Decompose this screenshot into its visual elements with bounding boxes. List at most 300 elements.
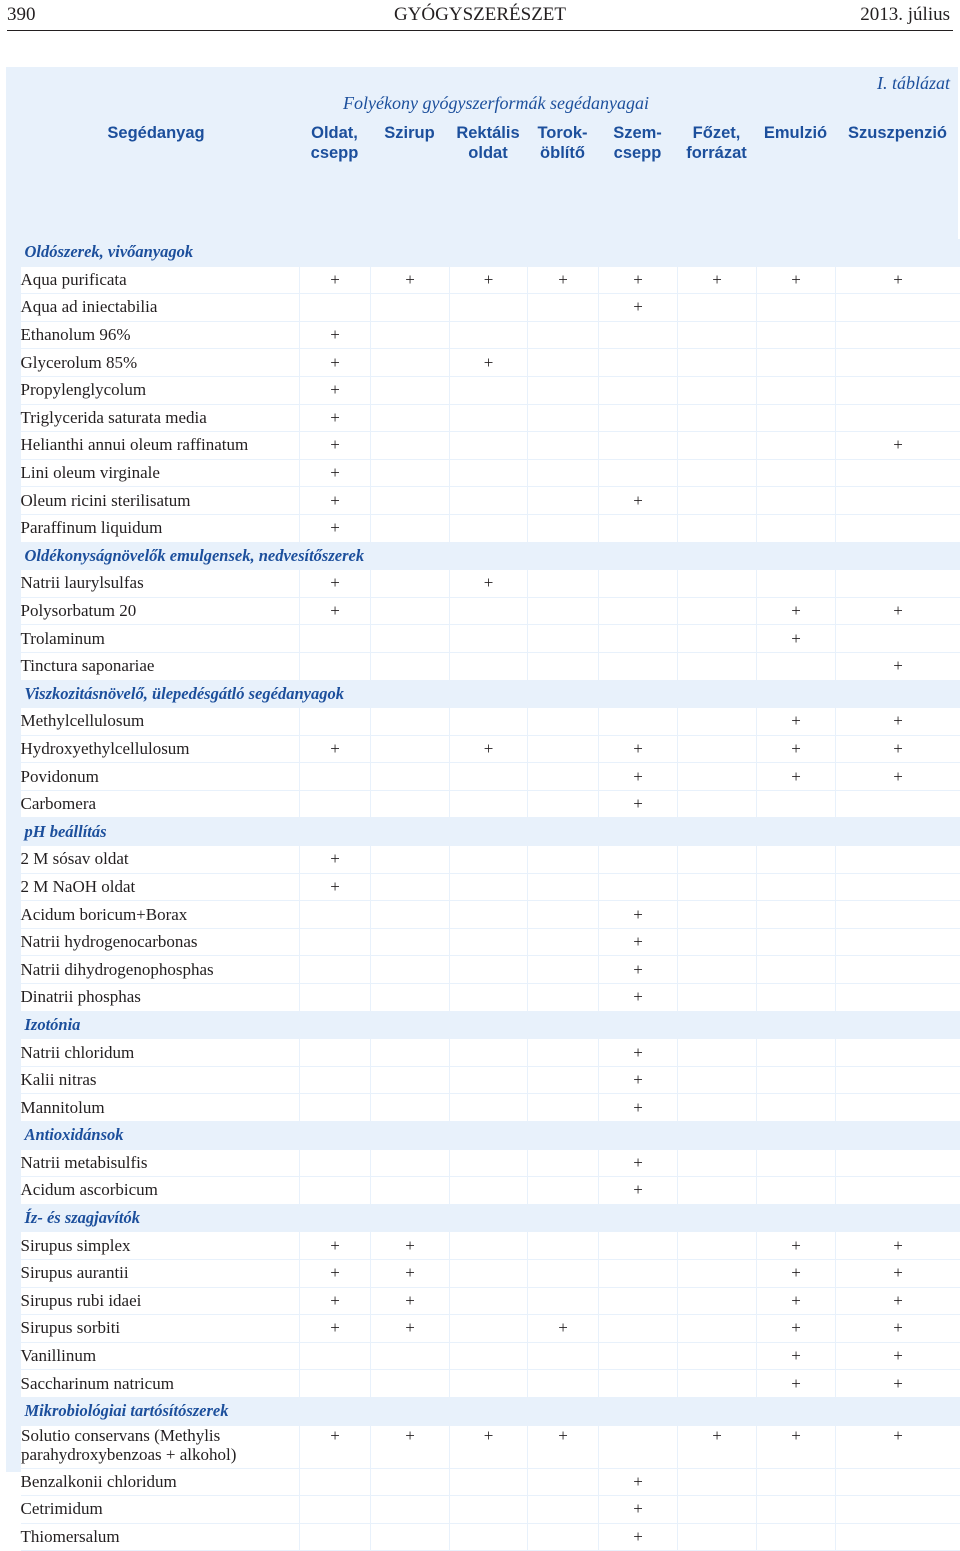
usage-mark: + [599,956,678,984]
usage-mark: + [300,597,371,625]
table-row [21,1149,960,1177]
usage-mark [371,1523,450,1551]
table-row [21,652,960,680]
excipient-name: 2 M NaOH oldat [21,873,300,901]
excipient-name [21,1425,300,1468]
issue-date: 2013. július [860,4,950,26]
usage-mark: + [599,1094,678,1122]
excipient-name: Natrii hydrogenocarbonas [21,928,300,956]
usage-mark [757,790,836,818]
usage-mark [450,1259,528,1287]
usage-mark [528,1496,599,1524]
usage-mark [450,625,528,653]
usage-mark [450,1315,528,1343]
usage-mark [678,763,757,791]
usage-mark [300,1039,371,1067]
usage-mark: + [599,790,678,818]
table-row [21,1496,960,1524]
table-row [21,790,960,818]
usage-mark [757,1149,836,1177]
usage-mark [528,349,599,377]
usage-mark [528,652,599,680]
usage-mark: + [599,1149,678,1177]
column-header-line: Szem- [598,123,677,143]
usage-mark [836,1496,960,1524]
usage-mark [371,349,450,377]
usage-mark [757,432,836,460]
usage-mark [678,294,757,322]
usage-mark [528,1523,599,1551]
section-row [21,680,960,708]
usage-mark [371,625,450,653]
usage-mark [528,984,599,1012]
usage-mark: + [757,1232,836,1260]
usage-mark [678,376,757,404]
table-row [21,984,960,1012]
column-header-line: Emulzió [756,123,835,143]
usage-mark [371,404,450,432]
table-row [21,349,960,377]
excipient-name: Aqua purificata [21,266,300,294]
column-header [527,123,598,163]
section-title: Izotónia [21,1011,960,1039]
usage-mark [371,1370,450,1398]
usage-mark [836,514,960,542]
usage-mark: + [836,652,960,680]
excipient-name: Oleum ricini sterilisatum [21,487,300,515]
usage-mark [678,928,757,956]
usage-mark [528,763,599,791]
usage-mark [757,1094,836,1122]
usage-mark: + [300,1315,371,1343]
usage-mark [528,1370,599,1398]
usage-mark [757,349,836,377]
column-header [449,123,527,163]
usage-mark [450,873,528,901]
excipient-name: 2 M sósav oldat [21,846,300,874]
usage-mark: + [300,1425,371,1468]
usage-mark: + [371,1315,450,1343]
usage-mark [836,928,960,956]
table-row [21,376,960,404]
excipient-name: Lini oleum virginale [21,459,300,487]
usage-mark [528,570,599,598]
usage-mark: + [836,1342,960,1370]
usage-mark [371,570,450,598]
excipient-name: Kalii nitras [21,1066,300,1094]
section-row [21,542,960,570]
usage-mark [836,349,960,377]
excipient-name: Ethanolum 96% [21,321,300,349]
usage-mark: + [599,1468,678,1496]
usage-mark [450,1523,528,1551]
usage-mark [599,459,678,487]
usage-mark [678,1177,757,1205]
section-title: Oldékonyságnövelők emulgensek, nedvesítőszerek [21,542,960,570]
section-title: Viszkozitásnövelő, ülepedésgátló segédanyagok [21,680,960,708]
usage-mark [836,376,960,404]
section-title: pH beállítás [21,818,960,846]
excipient-name: Dinatrii phosphas [21,984,300,1012]
column-header-line: oldat [449,143,527,163]
usage-mark [599,570,678,598]
usage-mark [678,1232,757,1260]
column-header [756,123,835,143]
excipient-name: Tinctura saponariae [21,652,300,680]
usage-mark [836,1149,960,1177]
usage-mark: + [757,597,836,625]
usage-mark [371,376,450,404]
usage-mark [371,1468,450,1496]
usage-mark [300,1177,371,1205]
running-head [0,0,960,30]
excipient-name: Povidonum [21,763,300,791]
usage-mark [300,1496,371,1524]
column-header-line: Főzet, [677,123,756,143]
usage-mark [836,1468,960,1496]
usage-mark [371,432,450,460]
usage-mark [678,597,757,625]
usage-mark [528,956,599,984]
usage-mark: + [599,984,678,1012]
usage-mark [450,1342,528,1370]
usage-mark: + [757,625,836,653]
usage-mark [757,928,836,956]
usage-mark [757,1468,836,1496]
excipient-name: Sirupus aurantii [21,1259,300,1287]
column-header-line: forrázat [677,143,756,163]
usage-mark [450,652,528,680]
excipient-name: Acidum ascorbicum [21,1177,300,1205]
usage-mark [757,1066,836,1094]
usage-mark [678,1496,757,1524]
usage-mark [599,321,678,349]
usage-mark: + [371,1287,450,1315]
table-row [21,294,960,322]
usage-mark [599,1425,678,1468]
usage-mark [757,487,836,515]
usage-mark [528,625,599,653]
usage-mark [678,349,757,377]
table-row [21,1232,960,1260]
column-header [598,123,677,163]
excipient-name: Thiomersalum [21,1523,300,1551]
table-row [21,901,960,929]
usage-mark [300,1094,371,1122]
usage-mark: + [757,1287,836,1315]
usage-mark: + [300,514,371,542]
usage-mark [757,984,836,1012]
usage-mark: + [599,901,678,929]
usage-mark [599,1232,678,1260]
section-row [21,1397,960,1425]
usage-mark: + [450,266,528,294]
usage-mark: + [371,266,450,294]
usage-mark: + [528,266,599,294]
usage-mark [300,956,371,984]
table-row [21,570,960,598]
usage-mark: + [757,735,836,763]
table-row [21,487,960,515]
table-row [21,597,960,625]
table-row [21,1370,960,1398]
usage-mark [678,652,757,680]
usage-mark [678,1315,757,1343]
usage-mark: + [450,1425,528,1468]
usage-mark: + [678,1425,757,1468]
usage-mark [757,1523,836,1551]
usage-mark: + [300,459,371,487]
usage-mark [528,294,599,322]
usage-mark [678,1287,757,1315]
table-row [21,763,960,791]
table-row [21,873,960,901]
usage-mark [371,984,450,1012]
usage-mark [371,956,450,984]
usage-mark [371,1496,450,1524]
usage-mark [450,763,528,791]
usage-mark: + [757,1425,836,1468]
usage-mark [528,1149,599,1177]
section-title: Antioxidánsok [21,1122,960,1150]
usage-mark [450,956,528,984]
excipient-name: Cetrimidum [21,1496,300,1524]
excipient-name-line: parahydroxybenzoas + alkohol) [21,1445,299,1464]
usage-mark [836,846,960,874]
section-title: Oldószerek, vivőanyagok [21,239,960,266]
usage-mark: + [300,432,371,460]
usage-mark [528,432,599,460]
usage-mark: + [836,1370,960,1398]
usage-mark: + [300,1232,371,1260]
usage-mark: + [836,1259,960,1287]
excipient-name: Acidum boricum+Borax [21,901,300,929]
usage-mark [450,1177,528,1205]
usage-mark: + [300,1287,371,1315]
usage-mark [528,459,599,487]
usage-mark: + [599,928,678,956]
usage-mark: + [599,1496,678,1524]
excipient-name: Hydroxyethylcellulosum [21,735,300,763]
usage-mark [450,514,528,542]
usage-mark [599,514,678,542]
usage-mark: + [300,487,371,515]
usage-mark: + [836,432,960,460]
usage-mark [599,597,678,625]
usage-mark [757,514,836,542]
usage-mark [371,928,450,956]
table-row [21,928,960,956]
usage-mark [371,1039,450,1067]
usage-mark: + [300,1259,371,1287]
usage-mark [836,901,960,929]
excipient-name: Helianthi annui oleum raffinatum [21,432,300,460]
usage-mark [300,708,371,736]
column-header-line: Torok- [527,123,598,143]
column-header [370,123,449,143]
excipient-name: Vanillinum [21,1342,300,1370]
usage-mark [678,873,757,901]
usage-mark [371,321,450,349]
usage-mark [300,984,371,1012]
usage-mark [371,487,450,515]
usage-mark [757,376,836,404]
table-row [21,266,960,294]
excipient-name: Carbomera [21,790,300,818]
usage-mark [371,901,450,929]
usage-mark [678,708,757,736]
excipient-name: Propylenglycolum [21,376,300,404]
usage-mark: + [599,1066,678,1094]
usage-mark [836,294,960,322]
excipient-name: Sirupus simplex [21,1232,300,1260]
excipient-name: Sirupus rubi idaei [21,1287,300,1315]
section-row [21,239,960,266]
excipient-name: Saccharinum natricum [21,1370,300,1398]
usage-mark [450,432,528,460]
usage-mark [300,652,371,680]
usage-mark [836,459,960,487]
usage-mark [678,487,757,515]
usage-mark [450,1094,528,1122]
usage-mark [450,1468,528,1496]
section-row [21,1204,960,1232]
usage-mark [450,321,528,349]
usage-mark [450,1232,528,1260]
usage-mark: + [300,846,371,874]
usage-mark: + [836,1287,960,1315]
usage-mark: + [836,597,960,625]
usage-mark [836,321,960,349]
usage-mark [528,487,599,515]
usage-mark: + [300,873,371,901]
usage-mark [450,1039,528,1067]
usage-mark [599,1370,678,1398]
usage-mark [836,1523,960,1551]
usage-mark [836,1177,960,1205]
usage-mark [528,735,599,763]
table-row [21,514,960,542]
usage-mark [678,404,757,432]
usage-mark: + [300,735,371,763]
table-row [21,708,960,736]
section-row [21,818,960,846]
usage-mark [599,404,678,432]
usage-mark: + [300,321,371,349]
excipient-name: Natrii metabisulfis [21,1149,300,1177]
usage-mark [599,708,678,736]
excipient-name: Benzalkonii chloridum [21,1468,300,1496]
usage-mark [599,625,678,653]
usage-mark [836,625,960,653]
usage-mark: + [300,266,371,294]
usage-mark [528,1232,599,1260]
usage-mark [599,873,678,901]
usage-mark [371,1342,450,1370]
usage-mark [678,901,757,929]
usage-mark [678,432,757,460]
table-row [21,459,960,487]
usage-mark [678,1094,757,1122]
usage-mark [450,376,528,404]
usage-mark [300,1342,371,1370]
table-row [21,1066,960,1094]
excipient-name: Paraffinum liquidum [21,514,300,542]
table-title: Folyékony gyógyszerformák segédanyagai [316,93,676,114]
usage-mark [757,321,836,349]
usage-mark [371,1094,450,1122]
usage-mark [371,846,450,874]
usage-mark: + [300,404,371,432]
usage-mark [678,570,757,598]
usage-mark: + [836,1315,960,1343]
usage-mark [450,597,528,625]
usage-mark [450,901,528,929]
usage-mark [836,487,960,515]
usage-mark [678,956,757,984]
page-number: 390 [7,4,36,26]
usage-mark [450,487,528,515]
column-header [835,123,960,143]
usage-mark [528,376,599,404]
usage-mark: + [757,708,836,736]
usage-mark [757,873,836,901]
usage-mark [371,1177,450,1205]
usage-mark [371,763,450,791]
excipient-name: Sirupus sorbiti [21,1315,300,1343]
usage-mark: + [528,1315,599,1343]
section-row [21,1122,960,1150]
usage-mark [528,790,599,818]
table-row [21,846,960,874]
usage-mark [450,846,528,874]
usage-mark [528,846,599,874]
usage-mark [599,846,678,874]
usage-mark [678,1149,757,1177]
usage-mark [757,1039,836,1067]
header-rule [7,30,953,31]
usage-mark [371,873,450,901]
excipient-name: Mannitolum [21,1094,300,1122]
usage-mark [836,984,960,1012]
excipient-name: Natrii laurylsulfas [21,570,300,598]
table-row [21,1287,960,1315]
column-header-line: Szuszpenzió [835,123,960,143]
table-row [21,1259,960,1287]
usage-mark [371,294,450,322]
usage-mark [528,1259,599,1287]
usage-mark [836,956,960,984]
usage-mark [450,1066,528,1094]
usage-mark [300,1370,371,1398]
usage-mark [836,790,960,818]
table-row [21,432,960,460]
usage-mark [678,321,757,349]
excipient-name: Natrii chloridum [21,1039,300,1067]
usage-mark [300,1149,371,1177]
usage-mark [528,1468,599,1496]
usage-mark: + [836,735,960,763]
usage-mark [300,790,371,818]
usage-mark [300,1523,371,1551]
usage-mark [300,294,371,322]
usage-mark [599,1287,678,1315]
usage-mark [678,625,757,653]
usage-mark [450,1370,528,1398]
excipient-name-line: Solutio conservans (Methylis [21,1426,299,1445]
usage-mark [450,984,528,1012]
usage-mark [450,928,528,956]
